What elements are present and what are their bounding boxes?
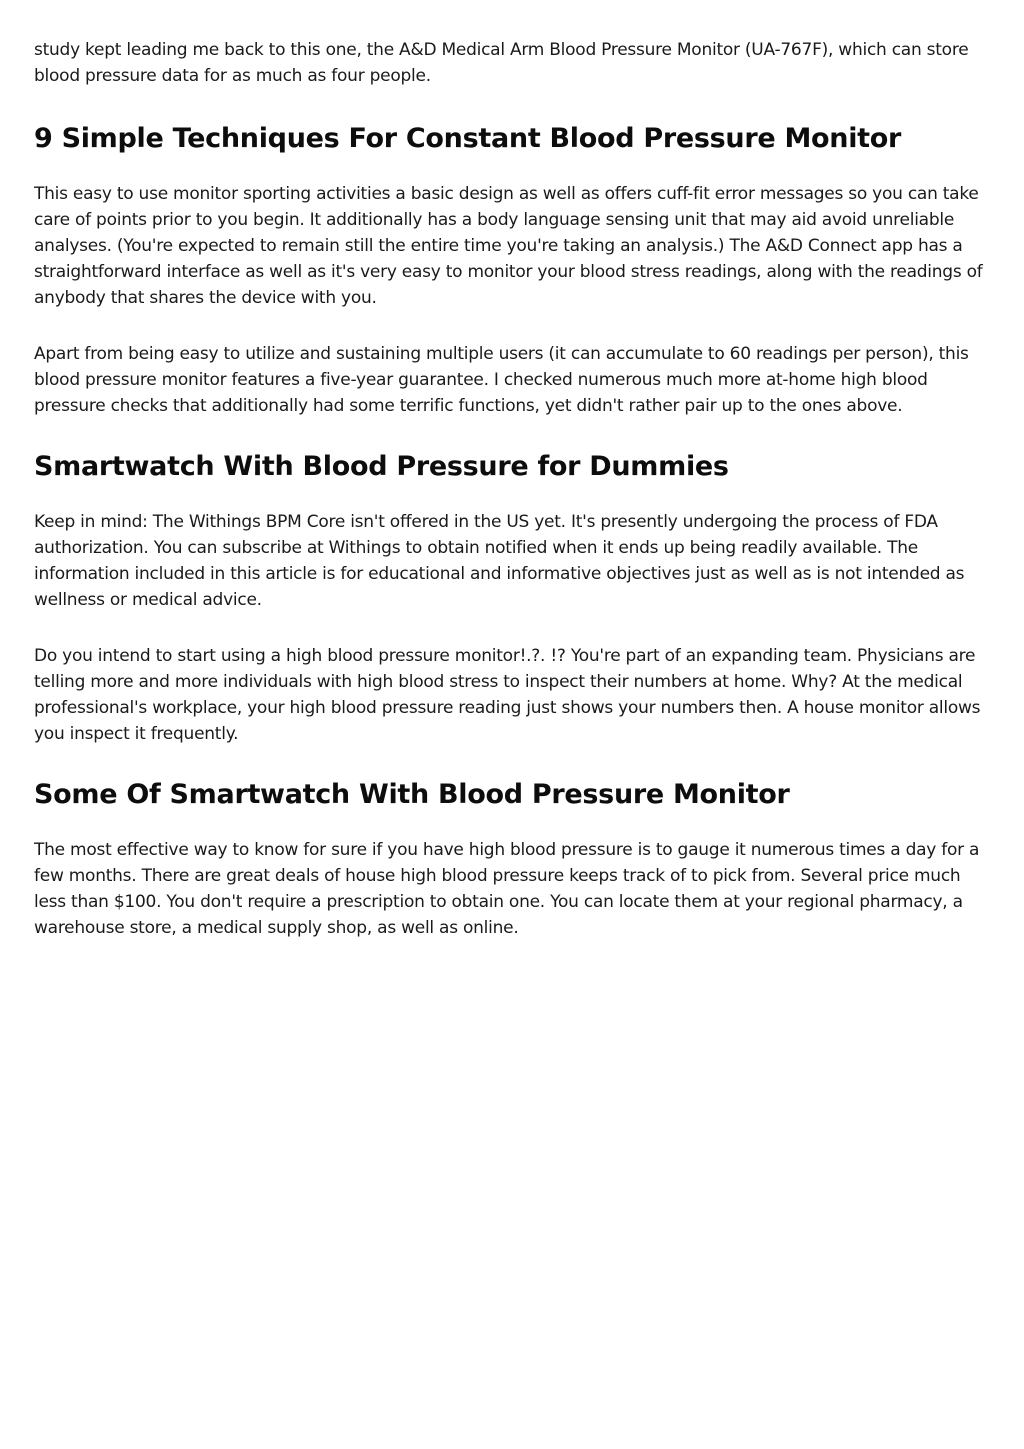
section-3-paragraph-1: The most effective way to know for sure if you have high blood pressure is to gauge it numerous times a day for a few months. There are great deals of house high blood pressure keeps track of to pick from. Several price much less than $100. You don't require a prescription to obtain one. You can locate them at your regional pharmacy, a warehouse store, a medical supply shop, as well as online. [34,840,980,938]
section-1 [34,122,994,419]
intro-paragraph: study kept leading me back to this one, the A&D Medical Arm Blood Pressure Monitor (UA-767F), which can store blood pressure data for as much as four people. [34,40,969,86]
section-1-heading: 9 Simple Techniques For Constant Blood Pressure Monitor [34,123,902,154]
section-1-paragraph-2: Apart from being easy to utilize and sustaining multiple users (it can accumulate to 60 readings per person), this blood pressure monitor features a five-year guarantee. I checked numerous much more at-home high blood pressure checks that additionally had some terrific functions, yet didn't rather pair up to the ones above. [34,344,969,416]
section-3-heading: Some Of Smartwatch With Blood Pressure Monitor [34,779,790,810]
section-3 [34,778,994,941]
section-1-paragraph-1: This easy to use monitor sporting activities a basic design as well as offers cuff-fit error messages so you can take care of points prior to you begin. It additionally has a body language sensing unit that may aid avoid unreliable analyses. (You're expected to remain still the entire time you're taking an analysis.) The A&D Connect app has a straightforward interface as well as it's very easy to monitor your blood stress readings, along with the readings of anybody that shares the device with you. [34,184,983,308]
section-2-paragraph-1: Keep in mind: The Withings BPM Core isn't offered in the US yet. It's presently undergoing the process of FDA authorization. You can subscribe at Withings to obtain notified when it ends up being readily available. The information included in this article is for educational and informative objectives just as well as is not intended as wellness or medical advice. [34,512,965,610]
section-2-heading: Smartwatch With Blood Pressure for Dummies [34,451,729,482]
section-2-paragraph-2: Do you intend to start using a high blood pressure monitor!.?. !? You're part of an expanding team. Physicians are telling more and more individuals with high blood stress to inspect their numbers at home. Why? At the medical professional's workplace, your high blood pressure reading just shows your numbers then. A house monitor allows you inspect it frequently. [34,646,981,744]
section-2 [34,450,994,747]
